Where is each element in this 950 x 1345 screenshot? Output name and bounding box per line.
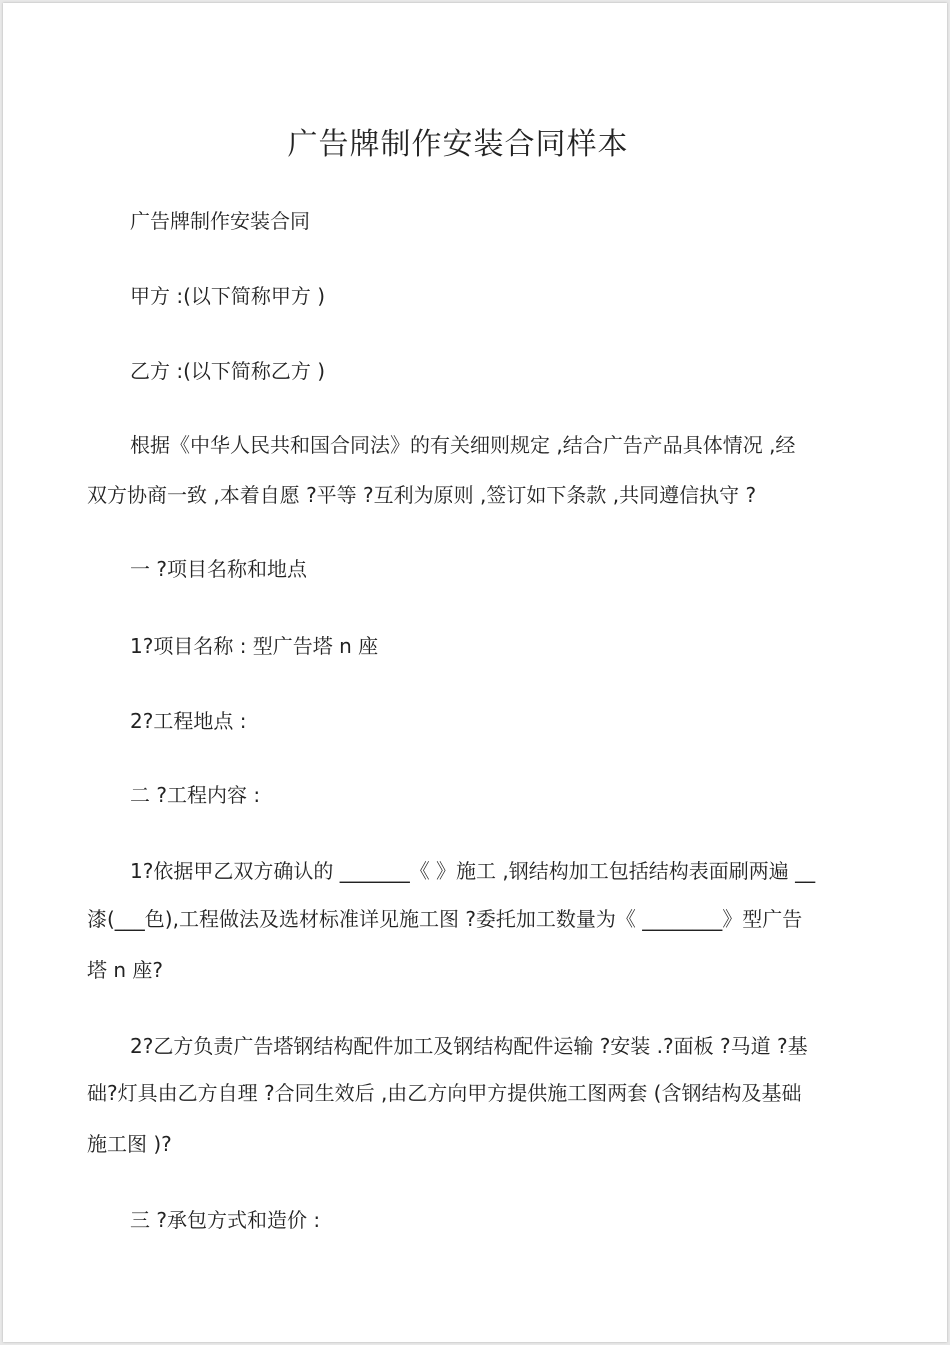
contract-subtitle: 广告牌制作安装合同 [130,209,310,233]
section-1-heading: 一 ?项目名称和地点 [130,557,307,581]
party-b-line: 乙方 :(以下简称乙方 ) [130,359,326,383]
section-1-item-1: 1?项目名称 : 型广告塔 n 座 [130,634,379,658]
section-2-item-2-line-1: 2?乙方负责广告塔钢结构配件加工及钢结构配件运输 ?安装 .?面板 ?马道 ?基 [130,1034,808,1058]
preamble-line-2: 双方协商一致 ,本着自愿 ?平等 ?互利为原则 ,签订如下条款 ,共同遵信执守 ? [87,483,757,507]
section-2-item-2-line-3: 施工图 )? [87,1132,172,1156]
section-3-heading: 三 ?承包方式和造价 : [130,1208,321,1232]
section-2-item-1-line-2: 漆(___色),工程做法及选材标准详见施工图 ?委托加工数量为《 ________》型广告 [87,907,803,931]
section-2-heading: 二 ?工程内容 : [130,783,261,807]
document-title: 广告牌制作安装合同样本 [287,127,629,162]
section-2-item-1-line-3: 塔 n 座? [87,958,164,982]
party-a-line: 甲方 :(以下简称甲方 ) [130,284,326,308]
document-page [3,3,947,1342]
section-1-item-2: 2?工程地点 : [130,709,247,733]
section-2-item-2-line-2: 础?灯具由乙方自理 ?合同生效后 ,由乙方向甲方提供施工图两套 (含钢结构及基础 [87,1081,802,1105]
section-2-item-1-line-1: 1?依据甲乙双方确认的 _______《 》施工 ,钢结构加工包括结构表面刷两遍 __ [130,859,816,883]
preamble-line-1: 根据《中华人民共和国合同法》的有关细则规定 ,结合广告产品具体情况 ,经 [130,433,796,457]
